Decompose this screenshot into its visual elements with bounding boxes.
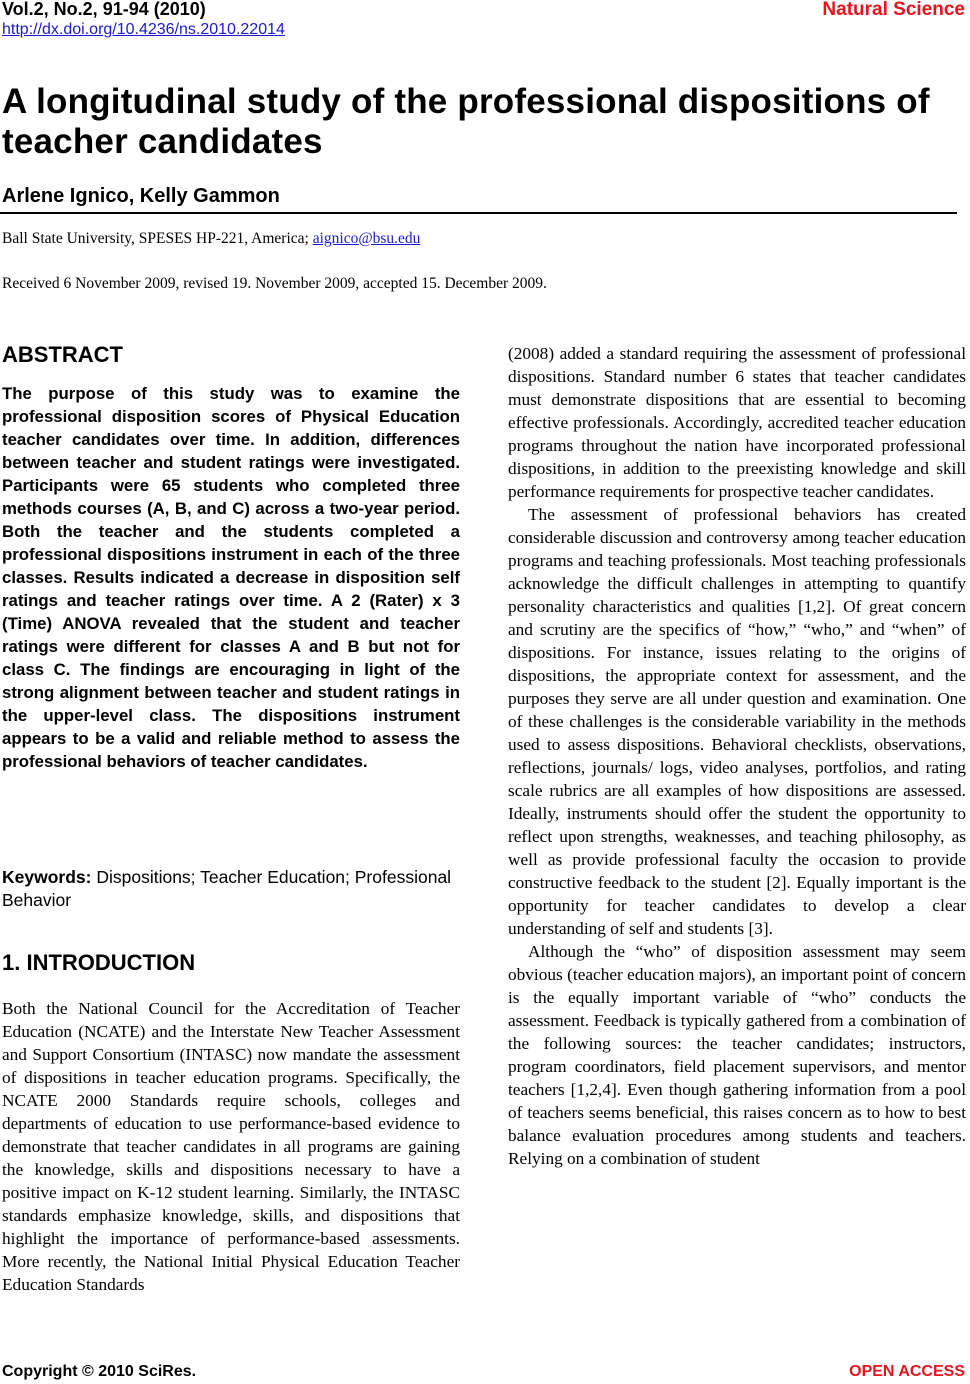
intro-paragraph-1: Both the National Council for the Accreditation of Teacher Education (NCATE) and the Interstate New Teacher Assessment and Support Consortium (INTASC) now mandate the assessment of dispositions in teacher education programs. Specifically, the NCATE 2000 Standards require schools, colleges and departments of education to use performance-based evidence to demonstrate that teacher candidates in all programs are gaining the knowledge, skills and dispositions necessary to have a positive impact on K-12 student learning. Similarly, the INTASC standards emphasize knowledge, skills, and dispositions that highlight the importance of performance-based assessments. More recently, the National Initial Physical Education Teacher Education Standards [2, 999, 460, 1294]
title-divider [0, 212, 957, 214]
abstract-text: The purpose of this study was to examine the professional disposition scores of Physical Education teacher candidates over time. In addition, differences between teacher and student ratings were investigated. Participants were 65 students who completed three methods courses (A, B, and C) across a two-year period. Both the teacher and the students completed a professional dispositions instrument in each of the three classes. Results indicated a decrease in disposition self ratings and teacher ratings over time. A 2 (Rater) x 3 (Time) ANOVA revealed that the student and teacher ratings were different for classes A and B but not for class C. The findings are encouraging in light of the strong alignment between teacher and student ratings in the upper-level class. The dispositions instrument appears to be a valid and reliable method to assess the professional behaviors of teacher candidates. [2, 384, 460, 771]
abstract-heading: ABSTRACT [2, 342, 123, 367]
right-column [508, 342, 966, 1170]
copyright: Copyright © 2010 SciRes. [2, 1363, 197, 1380]
doi-link[interactable]: http://dx.doi.org/10.4236/ns.2010.22014 [2, 21, 285, 38]
open-access-label: OPEN ACCESS [849, 1363, 965, 1380]
affiliation [2, 230, 420, 248]
keywords [2, 866, 460, 912]
email-link[interactable]: aignico@bsu.edu [312, 230, 421, 247]
intro-paragraph-2: The assessment of professional behaviors has created considerable discussion and controversy among teacher education programs and teaching professionals. Most teaching professionals acknowledge the difficult challenges in attempting to quantify personality characteristics and qualities [1,2]. Of great concern and scrutiny are the specifics of “how,” “who,” and “when” of dispositions. For instance, issues relating to the origins of dispositions, the appropriate context for assessment, and the purposes they serve are all under question and examination. One of these challenges is the considerable variability in the methods used to assess dispositions. Behavioral checklists, observations, reflections, journals/ logs, video analyses, portfolios, and rating scale rubrics are all examples of how dispositions are assessed. Ideally, instruments should offer the student the opportunity to reflect upon strengths, weaknesses, and teaching philosophy, as well as provide professional faculty the occasion to provide constructive feedback to the student [2]. Equally important is the opportunity for teacher candidates to develop a clear understanding of self and students [3]. [508, 505, 966, 938]
affiliation-text: Ball State University, SPESES HP-221, America; [2, 230, 313, 247]
keywords-list: Dispositions; Teacher Education; Professional Behavior [2, 867, 452, 910]
article-title: A longitudinal study of the professional dispositions of teacher candidates [2, 82, 930, 161]
journal-name: Natural Science [822, 0, 965, 20]
section-heading-introduction: 1. INTRODUCTION [2, 950, 196, 975]
authors: Arlene Ignico, Kelly Gammon [2, 185, 280, 207]
journal-volume: Vol.2, No.2, 91-94 (2010) [2, 0, 206, 19]
keywords-label: Keywords: [2, 867, 92, 887]
received-dates: Received 6 November 2009, revised 19. November 2009, accepted 15. December 2009. [2, 275, 547, 292]
intro-paragraph-3: Although the “who” of disposition assessment may seem obvious (teacher education majors), an important point of concern is the equally important variable of “who” conducts the assessment. Feedback is typically gathered from a combination of the following sources: the teacher candidates; instructors, program coordinators, field placement supervisors, and mentor teachers [1,2,4]. Even though gathering information from a pool of teachers seems beneficial, this raises concern as to how to best balance evaluation procedures among students and teachers. Relying on a combination of student [508, 942, 966, 1168]
intro-paragraph-1-continued: (2008) added a standard requiring the assessment of professional dispositions. Standard number 6 states that teacher candidates must demonstrate dispositions that are essential to becoming effective professionals. Accordingly, accredited teacher education programs throughout the nation have incorporated professional dispositions, in addition to the preexisting knowledge and skill performance requirements for prospective teacher candidates. [508, 344, 966, 501]
